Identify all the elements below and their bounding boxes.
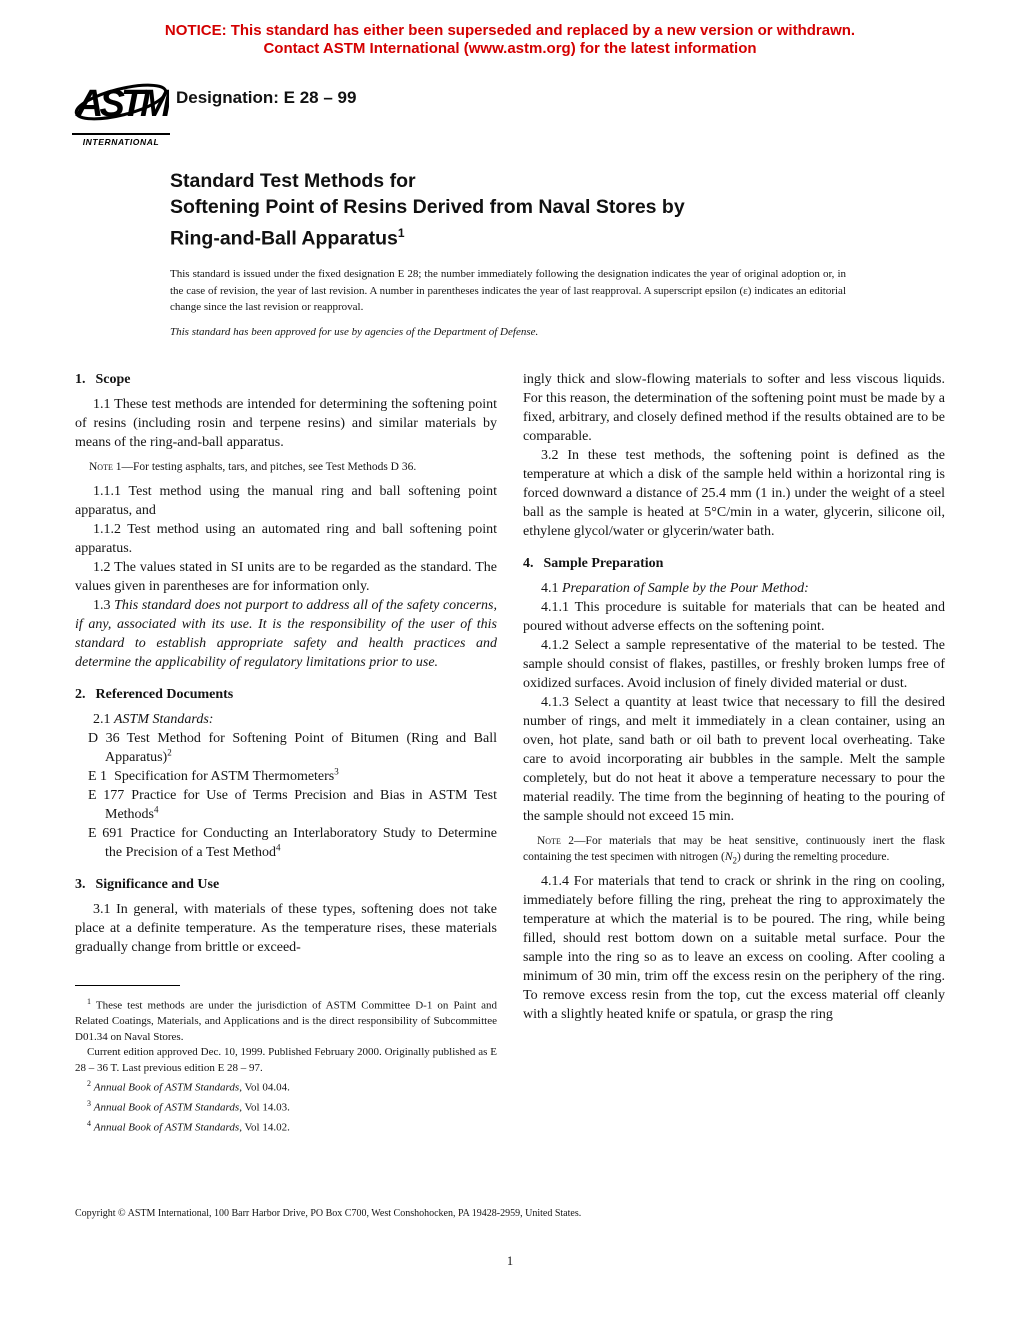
section-2-heading <box>75 685 497 704</box>
footnote-1-marker: 1 <box>87 997 91 1006</box>
right-column <box>523 370 945 1137</box>
footnote-3 <box>75 1096 497 1116</box>
reference-item-e1 <box>75 767 497 786</box>
reference-text: Test Method for Softening Point of Bitumen (Ring and Ball Apparatus) <box>105 731 497 765</box>
footnote-block <box>75 985 497 1137</box>
reference-id: E 177 <box>88 788 125 803</box>
reference-footnote-marker: 4 <box>276 842 281 853</box>
section-3-number: 3. <box>75 877 86 892</box>
note-1-text: —For testing asphalts, tars, and pitches, see Test Methods D 36. <box>121 461 417 473</box>
paragraph-2-1 <box>75 710 497 729</box>
footnote-3-marker: 3 <box>87 1099 91 1109</box>
note-2-subscript: 2 <box>732 855 738 866</box>
paragraph-4-1-4: 4.1.4 For materials that tend to crack or shrink in the ring on cooling, immediately before filling the ring, preheat the ring to approximately the temperature at which the material is to be poured. The ring, while being filled, should rest bottom down on a suitable metal surface. Pour the sample into the ring so as to leave an excess on cooling. After cooling a minimum of 30 min, trim off the excess resin on the periphery of the ring. To remove excess resin from the top, cut the excess material off cleanly with a slightly heated knife or spatula, or grasp the ring <box>523 874 945 1022</box>
left-column <box>75 370 497 1137</box>
note-2-text-a: —For materials that may be heat sensitive, continuously inert the flask containing the test specimen with nitrogen ( <box>523 835 946 863</box>
paragraph-3-1: 3.1 In general, with materials of these types, softening does not take place at a definite temperature. As the temperature rises, these materials gradually change from brittle or exceed- <box>75 902 497 955</box>
footnote-divider <box>75 985 180 986</box>
astm-globe-icon <box>73 74 169 130</box>
footnote-2 <box>75 1076 497 1096</box>
paragraph-3-1-continued: ingly thick and slow-flowing materials to softer and less viscous liquids. For this reason, the determination of the softening point must be made by a fixed, arbitrary, and closely defined method if the results obtained are to be comparable. <box>523 372 945 444</box>
footnote-3-volume: Vol 14.03. <box>241 1101 290 1114</box>
paragraph-4-1-number: 4.1 <box>541 581 559 596</box>
footnote-2-book-title: Annual Book of ASTM Standards, <box>93 1081 242 1094</box>
document-title <box>170 168 850 252</box>
title-line-2: Softening Point of Resins Derived from Naval Stores by <box>170 196 685 218</box>
reference-text: Practice for Conducting an Interlaboratory Study to Determine the Precision of a Test Method <box>105 826 497 860</box>
title-line-3 <box>170 220 850 252</box>
body-columns <box>75 370 945 1137</box>
footnote-1-text: These test methods are under the jurisdiction of ASTM Committee D-1 on Paint and Related Coatings, Materials, and Applications and is the direct responsibility of Subcommittee D01.34 on Naval Stores. <box>75 999 497 1043</box>
paragraph-1-3-text: This standard does not purport to address all of the safety concerns, if any, associated with its use. It is the responsibility of the user of this standard to establish appropriate safety and health practices and determine the applicability of regulatory limitations prior to use. <box>75 598 498 670</box>
astm-logo-letters: ASTM <box>76 83 168 125</box>
section-1-heading <box>75 370 497 389</box>
notice-line-2: Contact ASTM International (www.astm.org) for the latest information <box>263 40 757 57</box>
reference-text: Specification for ASTM Thermometers <box>114 769 335 784</box>
note-2-label: Note 2 <box>537 835 575 847</box>
section-1-number: 1. <box>75 372 86 387</box>
paragraph-1-1-2: 1.1.2 Test method using an automated ring and ball softening point apparatus. <box>75 522 497 556</box>
footnote-4-marker: 4 <box>87 1119 91 1129</box>
paragraph-2-1-number: 2.1 <box>93 712 111 727</box>
reference-item-e691 <box>75 824 497 862</box>
reference-footnote-marker: 4 <box>154 804 159 815</box>
title-line-1: Standard Test Methods for <box>170 170 416 192</box>
footnote-4-book-title: Annual Book of ASTM Standards, <box>93 1122 242 1135</box>
section-3-title: Significance and Use <box>95 877 220 892</box>
astm-logo <box>72 74 170 147</box>
footnote-4-volume: Vol 14.02. <box>241 1122 290 1135</box>
reference-id: E 1 <box>88 769 108 784</box>
paragraph-3-2: 3.2 In these test methods, the softening point is defined as the temperature at which a disk of the sample held within a horizontal ring is forced downward a distance of 25.4 mm (1 in.) under the weight of a steel ball as the sample is heated at 5°C/min in a water, glycerin, silicone oil, ethylene glycol/water or glycerin/water bath. <box>523 448 945 539</box>
section-2-number: 2. <box>75 687 86 702</box>
section-1-title: Scope <box>95 372 131 387</box>
paragraph-1-2: 1.2 The values stated in SI units are to be regarded as the standard. The values given in parentheses are for information only. <box>75 560 497 594</box>
reference-id: D 36 <box>88 731 120 746</box>
paragraph-1-1: 1.1 These test methods are intended for determining the softening point of resins (including rosin and terpene resins) and similar materials by means of the ring-and-ball apparatus. <box>75 397 497 450</box>
title-footnote-marker: 1 <box>397 226 405 240</box>
footnote-3-book-title: Annual Book of ASTM Standards, <box>93 1101 242 1114</box>
title-line-3-text: Ring-and-Ball Apparatus <box>170 227 398 250</box>
footnote-4 <box>75 1116 497 1136</box>
paragraph-4-1-1: 4.1.1 This procedure is suitable for materials that can be heated and poured without adverse effects on the softening point. <box>523 600 945 634</box>
reference-id: E 691 <box>88 826 124 841</box>
footnote-2-volume: Vol 04.04. <box>241 1081 290 1094</box>
paragraph-4-1-3: 4.1.3 Select a quantity at least twice that necessary to fill the desired number of rings, and melt it immediately in a clean container, using an oven, hot plate, sand bath or oil bath to prevent local overheating. Take care to avoid incorporating air bubbles in the sample. Melt the sample completely, but do not heat it above a temperature necessary to pour the material readily. The time from the beginning of heating to the pouring of the sample should not exceed 15 min. <box>523 695 945 824</box>
reference-item-e177 <box>75 786 497 824</box>
footnote-current-edition: Current edition approved Dec. 10, 1999. Published February 2000. Originally published as E 28 – 36 T. Last previous edition E 28 – 97. <box>75 1046 497 1074</box>
section-4-number: 4. <box>523 556 534 571</box>
paragraph-1-1-1: 1.1.1 Test method using the manual ring and ball softening point apparatus, and <box>75 484 497 518</box>
section-4-heading <box>523 554 945 573</box>
paragraph-1-3-number: 1.3 <box>93 598 111 613</box>
paragraph-2-1-text: ASTM Standards: <box>114 712 214 727</box>
footnote-2-marker: 2 <box>87 1079 91 1089</box>
footnote-1 <box>75 994 497 1045</box>
note-1 <box>75 459 497 475</box>
reference-text: Practice for Use of Terms Precision and Bias in ASTM Test Methods <box>105 788 497 822</box>
note-2-text-b: ) during the remelting procedure. <box>737 851 890 863</box>
notice-line-1: NOTICE: This standard has either been superseded and replaced by a new version or withdrawn. <box>164 22 856 39</box>
reference-item-d36 <box>75 729 497 767</box>
reference-footnote-marker: 2 <box>167 747 172 758</box>
paragraph-4-1 <box>523 579 945 598</box>
paragraph-1-3 <box>75 596 497 672</box>
paragraph-4-1-2: 4.1.2 Select a sample representative of the material to be tested. The sample should consist of flakes, pastilles, or freshly broken lumps free of oxidized surfaces. Avoid inclusion of finely divided material or dust. <box>523 638 945 691</box>
reference-footnote-marker: 3 <box>334 766 339 777</box>
paragraph-4-1-text: Preparation of Sample by the Pour Method: <box>562 581 809 596</box>
copyright-line: Copyright © ASTM International, 100 Barr Harbor Drive, PO Box C700, West Conshohocken, PA 19428-2959, United States. <box>75 1208 582 1219</box>
section-2-title: Referenced Documents <box>95 687 234 702</box>
note-2-nitrogen-symbol: N <box>724 851 733 863</box>
supersession-notice <box>0 22 1020 58</box>
issued-statement: This standard is issued under the fixed designation E 28; the number immediately following the designation indicates the year of original adoption or, in the case of revision, the year of last revision. A number in parentheses indicates the year of last reapproval. A superscript epsilon (ε) indicates an editorial change since the last revision or reapproval. <box>170 268 846 313</box>
section-4-title: Sample Preparation <box>543 556 664 571</box>
designation-label: Designation: E 28 – 99 <box>176 88 357 107</box>
astm-logo-international-label: INTERNATIONAL <box>72 133 170 147</box>
section-3-heading <box>75 875 497 894</box>
note-1-label: Note 1 <box>89 461 122 473</box>
note-2 <box>523 833 945 865</box>
page-number: 1 <box>506 1254 514 1268</box>
dod-approval-statement: This standard has been approved for use by agencies of the Department of Defense. <box>170 326 539 338</box>
